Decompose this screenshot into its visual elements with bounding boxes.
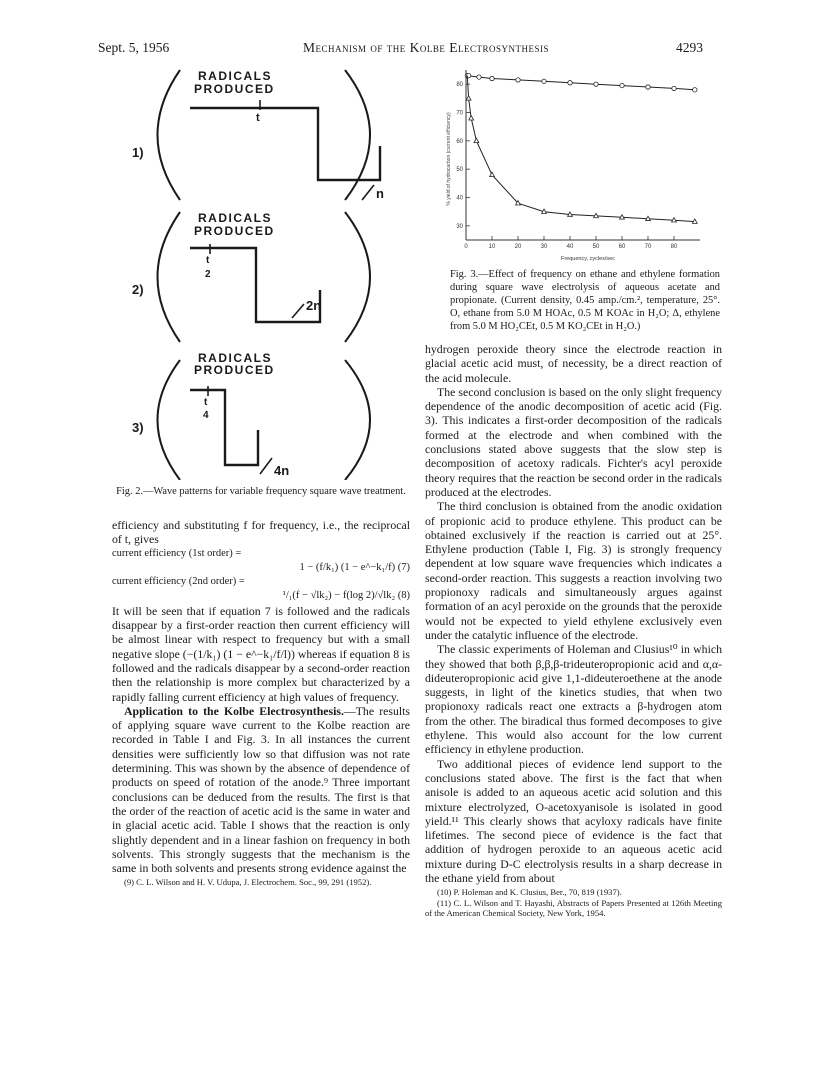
fig2-label-1: 1) (132, 145, 144, 160)
right-column (425, 342, 722, 919)
fig3-chart (438, 64, 708, 264)
fig2-wave-patterns (110, 60, 410, 480)
fig3-series-line-2 (467, 76, 695, 222)
fig3-x-tick-label: 80 (670, 244, 678, 250)
fig2-panel3-radicals: RADICALS (198, 351, 272, 365)
fig3-point-ethane (477, 75, 481, 79)
header-date: Sept. 5, 1956 (98, 40, 170, 55)
footnote-9: (9) C. L. Wilson and H. V. Udupa, J. Electrochem. Soc., 99, 291 (1952). (124, 877, 372, 888)
fig3-point-ethane (568, 81, 572, 85)
fig2-label-2: 2) (132, 282, 144, 297)
fig2-panel2-produced: PRODUCED (194, 224, 275, 238)
fig3-point-ethane (594, 82, 598, 86)
left-column (112, 518, 410, 888)
fig2-panel3-produced: PRODUCED (194, 363, 275, 377)
right-paragraph-4: The classic experiments of Holeman and Clusius¹⁰ in which they showed that both β,β,β-trideuteropropionic acid and α,α-dideuteropropionic acid give 1,1-dideuteroethene at the anode suggests, in light of the kinetics studies, that when two propionoxy radicals react one extracts a β-hydrogen atom from the other. The biradical thus formed decomposes to give ethylene. This would also account for the low current efficiency in ethylene production. (425, 642, 722, 757)
fig3-point-ethane (516, 78, 520, 82)
fig3-y-tick-label: 80 (456, 82, 463, 89)
eq2-formula: ¹/₁(f − √lk₂) − f(log 2)/√lk₂ (8) (282, 590, 410, 602)
fig3-x-tick-label: 10 (488, 244, 496, 250)
fig3-x-tick-label: 60 (618, 244, 626, 250)
fig3-y-tick-label: 30 (456, 223, 463, 230)
fig3-xlabel: Frequency, cycles/sec (560, 256, 616, 262)
header-title: Mechanism of the Kolbe Electrosynthesis (303, 40, 550, 55)
fig2-n1: n (376, 186, 384, 201)
left-paragraph-3-body: —The results of applying square wave current to the Kolbe reaction are recorded in Table I and Fig. 3. In all instances the current densities were sufficiently low so that diffusion was not rate determining. This was shown by the absence of dependence of products on speed of rotation of the anode.⁹ Three important conclusions can be deduced from the results. The first is that the order of the reaction of acetic acid is the same in water and in glacial acetic acid. Table I shows that the reaction is only slightly dependent and in a linear fashion on frequency in both solvents. This strongly suggests that the mechanism is the same in both solvents and presents strong evidence against the (112, 703, 410, 876)
footnote-11: (11) C. L. Wilson and T. Hayashi, Abstracts of Papers Presented at 126th Meeting of the American Chemical Society, New York, 1954. (425, 897, 722, 919)
fig3-x-tick-label: 20 (514, 244, 522, 250)
fig3-x-tick-label: 30 (540, 244, 548, 250)
fig3-ylabel: % yield of hydrocarbon (current efficiency) (446, 112, 452, 206)
fig3-point-ethylene (469, 116, 474, 120)
fig3-x-tick-label: 0 (464, 244, 468, 250)
eq2-label: current efficiency (2nd order) = (112, 576, 245, 588)
section-heading: Application to the Kolbe Electrosynthesis. (124, 703, 344, 718)
fig3-point-ethane (693, 88, 697, 92)
fig2-t3-den: 4 (203, 410, 209, 421)
fig3-x-tick-label: 50 (592, 244, 600, 250)
right-paragraph-3: The third conclusion is obtained from the anodic oxidation of propionic acid to produce ethylene. This product can be obtained exclusively if the reaction is carried out at 25°. Ethylene production (Table I, Fig. 3) is strongly frequency dependent at low square wave frequencies which indicates a second-order reaction. This suggests a reaction involving two propionoxy radicals and simultaneously argues against formation of an acyl peroxide on the grounds that the peroxide would not be expected to yield ethylene exclusively even under the catalytic influence of the electrode. (425, 499, 722, 642)
fig3-point-ethane (542, 79, 546, 83)
left-paragraph-1: efficiency and substituting f for frequency, i.e., the reciprocal of t, gives (112, 518, 410, 547)
footnote-10: (10) P. Holeman and K. Clusius, Ber., 70, 819 (1937). (437, 887, 622, 898)
fig3-caption: Fig. 3.—Effect of frequency on ethane and ethylene formation during square wave electrolysis of aqueous acetate and propionate. (Current density, 0.45 amp./cm.², temperature, 25°. O, ethane from 5.0 M HOAc, 0.5 M KOAc in H₂O; Δ, ethylene from 5.0 M HO₂CEt, 0.5 M KO₂CEt in H₂O.) (450, 269, 720, 332)
right-paragraph-1: hydrogen peroxide theory since the electrode reaction in glacial acetic acid must, of necessity, be a direct reaction of the acid molecule. (425, 342, 722, 385)
right-paragraph-2: The second conclusion is based on the only slight frequency dependence of the anodic decomposition of acetic acid (Fig. 3). This indicates a first-order decomposition of the radicals formed at the electrode and when combined with the conclusions stated above suggests that the slow step is decomposition of acetoxy radicals. Fichter's acyl peroxide theory requires that the reaction be second order in the radicals produced at the electrodes. (425, 384, 722, 499)
right-paragraph-5: Two additional pieces of evidence lend support to the conclusions stated above. The first is the fact that when anisole is added to an aqueous acetic acid solution and this mixture electrolyzed, O-acetoxyanisole is isolated in good yield.¹¹ This clearly shows that acyloxy radicals have finite lifetimes. The second piece of evidence is the fact that addition of hydrogen peroxide to an aqueous acetic acid mixture during D-C electrolysis results in a sharp decrease in the ethane yield from about (425, 756, 722, 885)
fig3-y-tick-label: 50 (456, 167, 463, 174)
fig2-n2: 2n (306, 298, 322, 313)
fig2-panel2-radicals: RADICALS (198, 211, 272, 225)
fig3-point-ethane (672, 86, 676, 90)
fig3-y-tick-label: 70 (456, 110, 463, 117)
fig2-t2-num: t (206, 255, 210, 266)
page-number: 4293 (676, 40, 703, 55)
fig3-point-ethane (490, 76, 494, 80)
fig3-point-ethane (620, 83, 624, 87)
fig3-series-line-1 (467, 76, 695, 90)
eq1-formula: 1 − (f/k₁) (1 − e^−k₁/f) (7) (299, 561, 410, 573)
fig3-y-tick-label: 40 (456, 195, 463, 202)
left-paragraph-2: It will be seen that if equation 7 is followed and the radicals disappear by a first-order reaction then current efficiency will be almost linear with respect to frequency but with a small negative slope (−(1/k₁) (1 − e^−k₁/f/l)) whereas if equation 8 is followed and the radicals disappear by a second-order reaction then the relationship is more complex but characterized by a rapidly falling current efficiency at high values of frequency. (112, 603, 410, 704)
fig3-y-tick-label: 60 (456, 138, 463, 145)
fig3-point-ethylene (466, 96, 471, 100)
fig2-panel1-produced: PRODUCED (194, 82, 275, 96)
fig2-n3: 4n (274, 463, 290, 478)
fig2-panel1-radicals: RADICALS (198, 69, 272, 83)
fig3-x-tick-label: 40 (566, 244, 574, 250)
eq1-label: current efficiency (1st order) = (112, 547, 242, 559)
left-paragraph-3 (112, 704, 410, 876)
fig2-t3-num: t (204, 397, 208, 408)
fig3-point-ethylene (474, 138, 479, 142)
fig3-x-tick-label: 70 (644, 244, 652, 250)
fig2-label-3: 3) (132, 420, 144, 435)
fig3-point-ethane (646, 85, 650, 89)
fig2-t1: t (256, 112, 260, 124)
fig3-point-ethylene (490, 172, 495, 176)
fig2-caption: Fig. 2.—Wave patterns for variable frequency square wave treatment. (116, 486, 406, 497)
fig2-t2-den: 2 (205, 269, 211, 280)
